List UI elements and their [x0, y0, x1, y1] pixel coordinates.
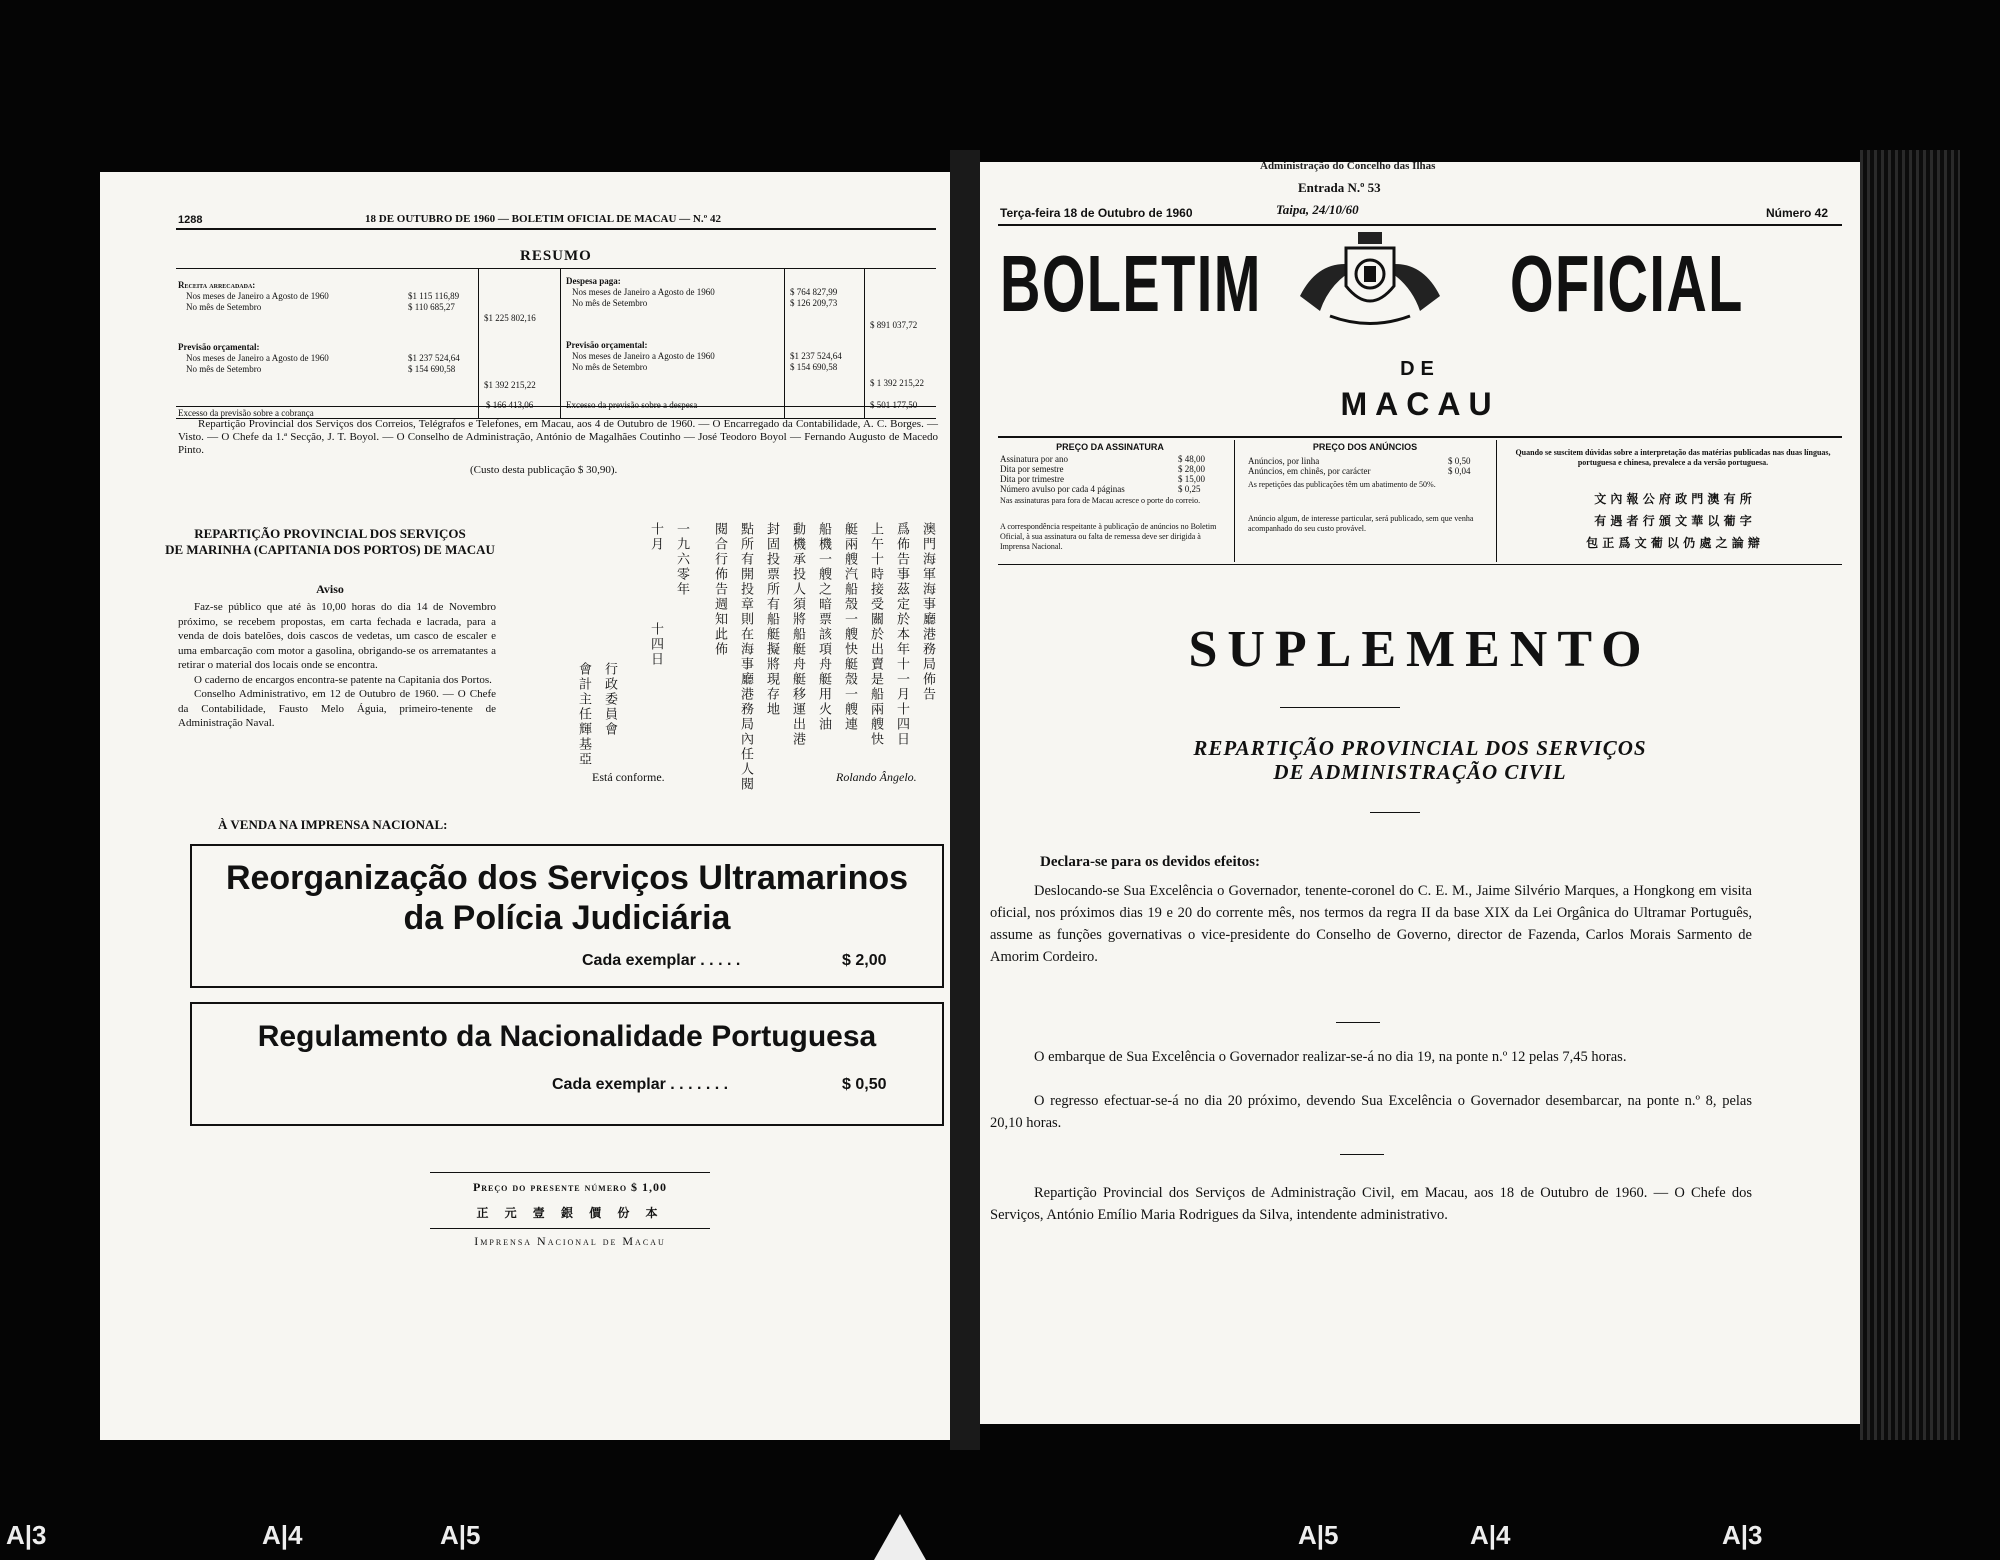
previsao-row-value: $1 237 524,64 — [790, 351, 842, 361]
imprensa-nacional: Imprensa Nacional de Macau — [474, 1234, 666, 1248]
cn-date: 十月 — [648, 522, 663, 552]
duvidas-note: Quando se suscitem dúvidas sobre a interpretação das matérias publicadas nas duas línguas, portuguesa e chinesa, prevalece a da versão portuguesa. — [1515, 448, 1831, 467]
film-frame-label: A|3 — [1722, 1520, 1763, 1550]
price-row-value: $ 0,04 — [1448, 466, 1471, 476]
paragraph-signature: Repartição Provincial dos Serviços de Administração Civil, em Macau, aos 18 de Outubro de 1960. — O Chefe dos Serviços, António Emílio Maria Rodrigues da Silva, intendente administrativo. — [990, 1185, 1752, 1223]
repartição-heading — [980, 736, 1860, 784]
assinatura-note: A correspondência respeitante à publicação de anúncios no Boletim Oficial, à sua assinatura ou falta de remessa deve ser dirigida à Imprensa Nacional. — [1000, 522, 1217, 551]
page-stack-edge — [1860, 150, 1960, 1440]
price-row-label: Anúncios, por linha — [1248, 456, 1320, 466]
price-row-label: Dita por trimestre — [1000, 474, 1064, 484]
stamp-entrada: Entrada N.º 53 — [1298, 180, 1381, 195]
stamp-taipa: Taipa, 24/10/60 — [1276, 202, 1359, 217]
book-price-label: Cada exemplar . . . . . — [582, 952, 741, 969]
book-price-label: Cada exemplar . . . . . . . — [552, 1076, 729, 1093]
previsao-row-label: No mês de Setembro — [186, 364, 262, 374]
heading-line: REPARTIÇÃO PROVINCIAL DOS SERVIÇOS — [1193, 736, 1647, 760]
rolando-signature: Rolando Ângelo. — [836, 770, 917, 784]
anuncios-note: As repetições das publicações têm um abatimento de 50%. — [1248, 480, 1436, 489]
receita-row-label: Nos meses de Janeiro a Agosto de 1960 — [186, 291, 329, 301]
heading-line: DE ADMINISTRAÇÃO CIVIL — [1273, 760, 1567, 784]
film-frame-label: A|3 — [6, 1520, 47, 1550]
despesa-row-label: Nos meses de Janeiro a Agosto de 1960 — [572, 287, 715, 297]
despesa-row-value: $ 126 209,73 — [790, 298, 838, 308]
aviso-paragraph: Conselho Administrativo, em 12 de Outubro de 1960. — O Chefe da Contabilidade, Fausto Melo Águia, primeiro-tenente de Administração Naval. — [178, 688, 496, 729]
previsao-row-value: $1 237 524,64 — [408, 353, 460, 363]
film-frame-label: A|5 — [440, 1520, 481, 1550]
cn-signature: 行政委員會 — [602, 662, 617, 737]
previsao-despesa-total: $ 1 392 215,22 — [870, 378, 924, 388]
anuncios-title: PREÇO DOS ANÚNCIOS — [1312, 442, 1418, 452]
price-row-value: $ 15,00 — [1178, 474, 1205, 484]
previsao-despesa-heading: Previsão orçamental: — [566, 340, 648, 350]
chinese-notice — [520, 512, 940, 842]
despesa-total: $ 891 037,72 — [870, 320, 918, 330]
previsao-row-label: Nos meses de Janeiro a Agosto de 1960 — [186, 353, 329, 363]
cn-column: 艇兩艘汽船殼一艘快艇殼一艘連 — [842, 522, 857, 732]
book-gutter — [950, 150, 980, 1450]
aviso-title: Aviso — [316, 582, 344, 596]
left-page — [100, 172, 950, 1440]
preco-chinese: 正 元 壹 銀 價 份 本 — [476, 1206, 664, 1220]
receita-heading: Receita arrecadada: — [178, 280, 256, 290]
despesa-row-value: $ 764 827,99 — [790, 287, 838, 297]
duvidas-cn-line: 有 遇 者 行 頒 文 華 以 葡 字 — [1594, 514, 1752, 528]
receita-row-label: No mês de Setembro — [186, 302, 262, 312]
cn-column: 封固投票所有船艇擬將現存地 — [764, 522, 779, 717]
previsao-row-label: Nos meses de Janeiro a Agosto de 1960 — [572, 351, 715, 361]
anuncios-note: Anúncio algum, de interesse particular, será publicado, sem que venha acompanhado do seu custo provável. — [1248, 514, 1474, 533]
coat-of-arms-icon — [1290, 226, 1450, 336]
price-row-value: $ 48,00 — [1178, 454, 1205, 464]
book-ad-regulamento — [190, 1002, 944, 1126]
price-row-label: Anúncios, em chinês, por carácter — [1248, 466, 1371, 476]
excesso-receita-value: $ 166 413,06 — [486, 400, 534, 410]
excesso-receita-label: Excesso da previsão sobre a cobrança — [178, 408, 314, 418]
title-de: DE — [1400, 358, 1440, 380]
excesso-despesa-label: Excesso da previsão sobre a despesa — [566, 400, 698, 410]
esta-conforme: Está conforme. — [592, 770, 665, 784]
price-row-label: Número avulso por cada 4 páginas — [1000, 484, 1125, 494]
price-row-value: $ 28,00 — [1178, 464, 1205, 474]
aviso-paragraph: O caderno de encargos encontra-se patente na Capitania dos Portos. — [194, 673, 492, 686]
duvidas-cn-line: 包 正 爲 文 葡 以 仍 處 之 論 辯 — [1586, 536, 1760, 550]
right-page — [980, 162, 1860, 1424]
running-header: 18 DE OUTUBRO DE 1960 — BOLETIM OFICIAL DE MACAU — N.º 42 — [365, 213, 721, 225]
excesso-despesa-value: $ 501 177,50 — [870, 400, 918, 410]
suplemento-title: SUPLEMENTO — [1188, 621, 1652, 678]
duvidas-cn-line: 文 內 報 公 府 政 門 澳 有 所 — [1594, 492, 1752, 506]
cn-column: 上午十時接受關於出賣是船兩艘快 — [868, 522, 883, 747]
title-macau: MACAU — [1340, 386, 1500, 422]
paragraph-embarque: O embarque de Sua Excelência o Governador realizar-se-á no dia 19, na ponte n.º 12 pelas 7,45 horas. — [1034, 1049, 1627, 1065]
preco-numero: Preço do presente número $ 1,00 — [472, 1180, 668, 1194]
previsao-row-value: $ 154 690,58 — [408, 364, 456, 374]
page-number: 1288 — [178, 214, 203, 226]
title-oficial: OFICIAL — [1510, 239, 1744, 328]
declara-line: Declara-se para os devidos efeitos: — [1040, 854, 1260, 870]
book-title-line: da Polícia Judiciária — [403, 899, 731, 937]
film-center-marker-icon — [874, 1514, 926, 1560]
paragraph-regresso: O regresso efectuar-se-á no dia 20 próximo, devendo Sua Excelência o Governador desembarcar, na ponte n.º 8, pelas 20,10 horas. — [990, 1093, 1752, 1131]
book-price: $ 0,50 — [842, 1076, 887, 1093]
stamp-concelho: Administração do Concelho das Ilhas — [1260, 162, 1436, 172]
film-frame-label: A|4 — [1470, 1520, 1511, 1550]
paragraph-governador: Deslocando-se Sua Excelência o Governador, tenente-coronel do C. E. M., Jaime Silvério Marques, a Hongkong em visita oficial, nos próximos dias 19 e 20 do corrente mês, nos termos da regra II da base XIX da Lei Orgânica do Ultramar Português, assume as funções governativas o vice-presidente do Conselho de Governo, director de Fazenda, Carlos Morais Sarmento de Amorim Cordeiro. — [990, 883, 1752, 965]
resumo-text: Repartição Provincial dos Serviços dos Correios, Telégrafos e Telefones, em Macau, aos 4 de Outubro de 1960. — O Encarregado da Contabilidade, A. C. Borges. — Visto. — O Chefe da 1.ª Secção, J. T. Boyol. — O Conselho de Administração, António de Magalhães Coutinho — José Teodoro Boyol — Fernando Augusto de Macedo Pinto. — [178, 418, 938, 456]
receita-row-value: $1 115 116,89 — [408, 291, 460, 301]
previsao-receita-heading: Previsão orçamental: — [178, 342, 260, 352]
receita-row-value: $ 110 685,27 — [408, 302, 455, 312]
cn-column: 船機一艘之暗票該項舟艇用火油 — [816, 522, 831, 732]
marinha-title-line: DE MARINHA (CAPITANIA DOS PORTOS) DE MACAU — [165, 542, 495, 557]
price-row-value: $ 0,50 — [1448, 456, 1471, 466]
book-title-line: Reorganização dos Serviços Ultramarinos — [225, 859, 909, 897]
book-title: Regulamento da Nacionalidade Portuguesa — [257, 1020, 877, 1053]
resumo-title: RESUMO — [520, 248, 592, 264]
marinha-title-line: REPARTIÇÃO PROVINCIAL DOS SERVIÇOS — [194, 526, 466, 541]
previsao-receita-total: $1 392 215,22 — [484, 380, 536, 390]
cn-column: 澳門海軍海事廳港務局佈告 — [920, 522, 935, 702]
book-title — [192, 858, 942, 938]
cn-date: 十四日 — [648, 622, 663, 667]
aviso-body — [178, 600, 496, 731]
book-price: $ 2,00 — [842, 952, 887, 969]
resumo-cost: (Custo desta publicação $ 30,90). — [470, 464, 618, 476]
title-boletim: BOLETIM — [1000, 239, 1262, 328]
receita-total: $1 225 802,16 — [484, 313, 536, 323]
date-line: Terça-feira 18 de Outubro de 1960 — [1000, 206, 1193, 220]
venda-title: À VENDA NA IMPRENSA NACIONAL: — [218, 817, 448, 832]
price-row-label: Dita por semestre — [1000, 464, 1064, 474]
aviso-paragraph: Faz-se público que até às 10,00 horas do dia 14 de Novembro próximo, se recebem propostas, em carta fechada e lacrada, para a venda de dois batelões, dois cascos de vedetas, um casco de escaler e uma embarcação com motor a gasolina, obrigando-se os arrematantes a retirar o material dos locais onde se encontra. — [178, 601, 496, 671]
assinatura-note: Nas assinaturas para fora de Macau acresce o porte do correio. — [1000, 496, 1201, 505]
cn-column: 動機承投人須將船艇舟艇移運出港 — [790, 522, 805, 747]
despesa-heading: Despesa paga: — [566, 276, 621, 286]
previsao-row-label: No mês de Setembro — [572, 362, 648, 372]
despesa-row-label: No mês de Setembro — [572, 298, 648, 308]
cn-column: 點所有開投章則在海事廳港務局內任人閱 — [738, 522, 753, 792]
book-ad-reorganizacao — [190, 844, 944, 988]
film-frame-label: A|4 — [262, 1520, 303, 1550]
price-row-label: Assinatura por ano — [1000, 454, 1068, 464]
cn-column: 閱合行佈告週知此佈 — [712, 522, 727, 657]
cn-date: 一九六零年 — [674, 522, 689, 597]
price-row-value: $ 0,25 — [1178, 484, 1201, 494]
marinha-title — [160, 526, 500, 558]
previsao-row-value: $ 154 690,58 — [790, 362, 838, 372]
cn-signature: 會計主任輝基亞 — [576, 662, 591, 767]
cn-column: 爲佈告事茲定於本年十一月十四日 — [894, 522, 909, 747]
assinatura-title: PREÇO DA ASSINATURA — [1056, 442, 1164, 452]
issue-number: Número 42 — [1766, 206, 1829, 220]
film-frame-label: A|5 — [1298, 1520, 1339, 1550]
